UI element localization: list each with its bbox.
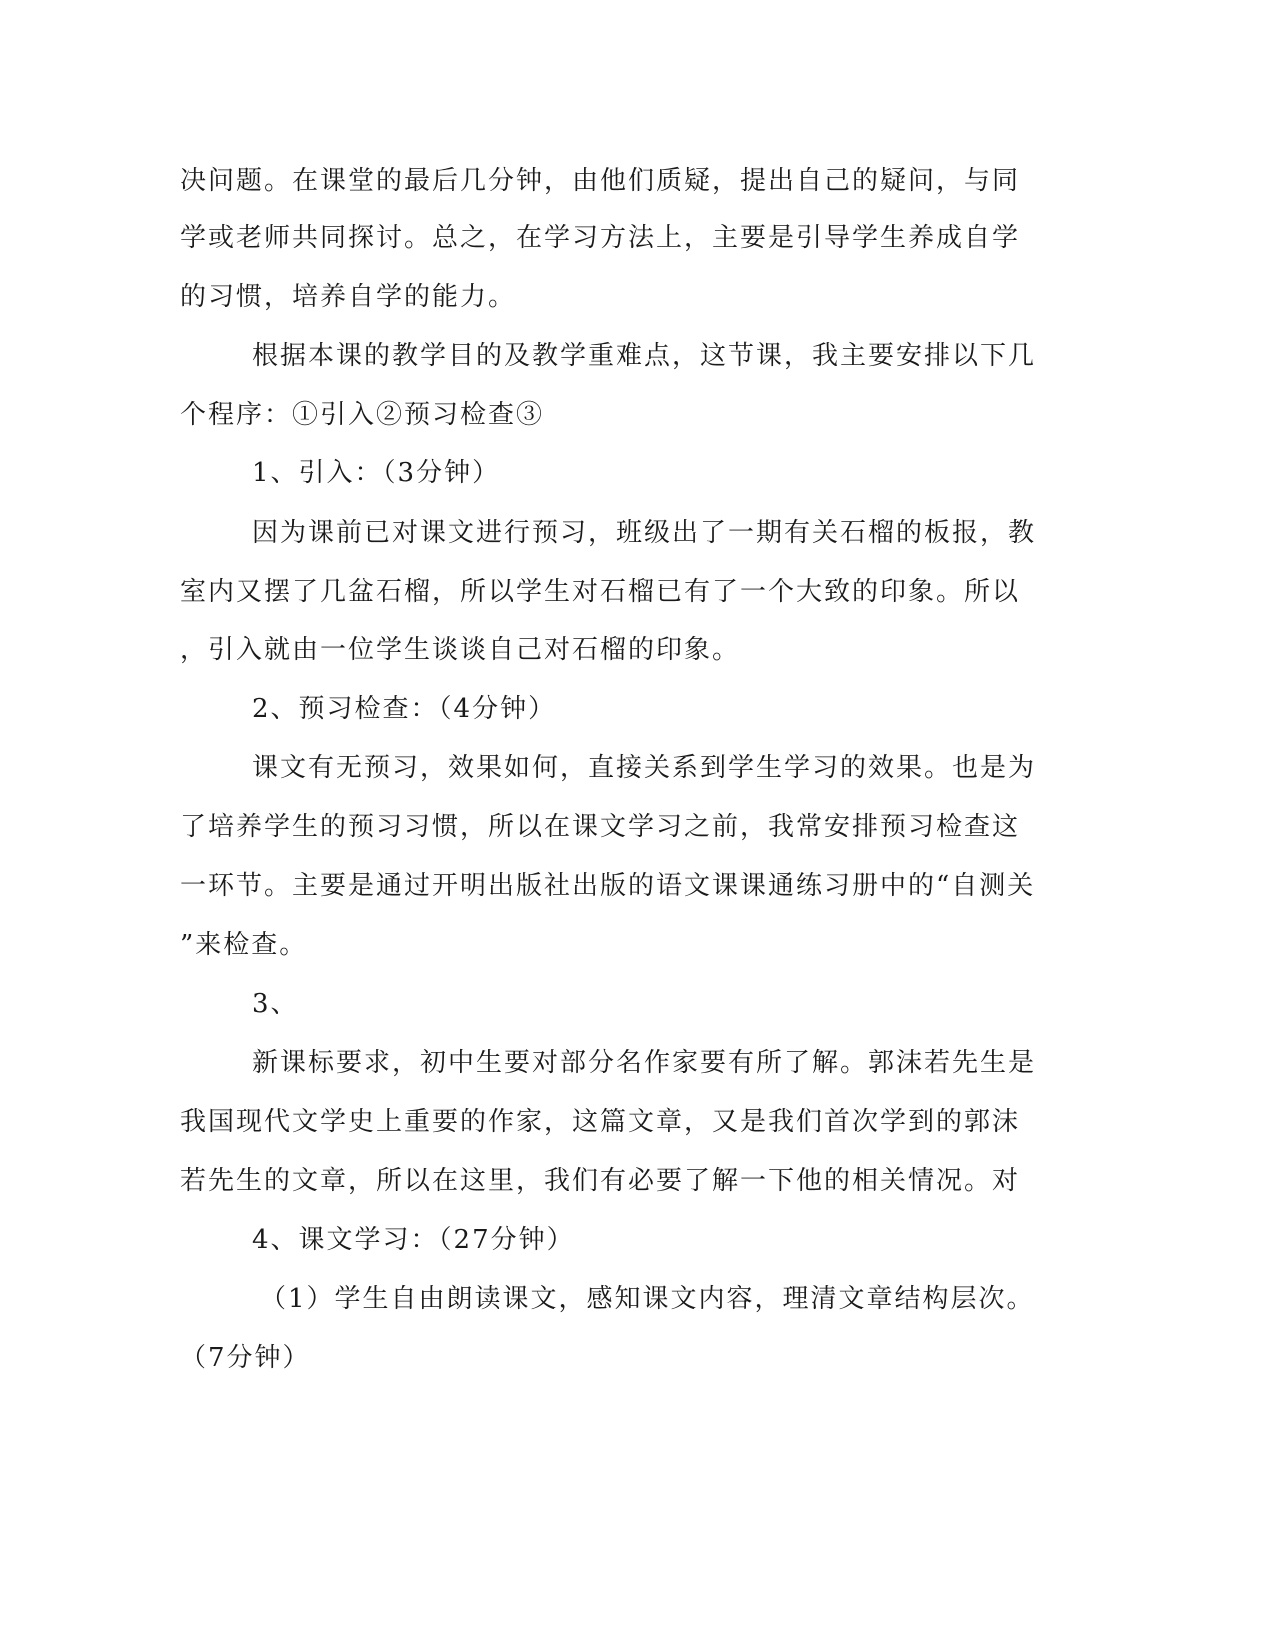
- paragraph-line: ”来检查。: [180, 930, 308, 960]
- section-heading: 2、预习检查：（4分钟）: [252, 694, 557, 724]
- paragraph-line: 因为课前已对课文进行预习，班级出了一期有关石榴的板报，教: [252, 518, 1037, 548]
- paragraph-line: 我国现代文学史上重要的作家，这篇文章，又是我们首次学到的郭沫: [180, 1107, 1021, 1137]
- paragraph-line: 根据本课的教学目的及教学重难点，这节课，我主要安排以下几: [252, 341, 1037, 371]
- paragraph-line: 学或老师共同探讨。总之，在学习方法上，主要是引导学生养成自学: [180, 223, 1021, 253]
- paragraph-line: ，引入就由一位学生谈谈自己对石榴的印象。: [180, 635, 741, 665]
- paragraph-line: 决问题。在课堂的最后几分钟，由他们质疑，提出自己的疑问，与同: [180, 166, 1021, 196]
- paragraph-line: （1）学生自由朗读课文，感知课文内容，理清文章结构层次。: [260, 1284, 1035, 1314]
- paragraph-line: 个程序：①引入②预习检查③: [180, 400, 545, 430]
- section-heading: 1、引入：（3分钟）: [252, 458, 501, 488]
- paragraph-line: 的习惯，培养自学的能力。: [180, 282, 517, 312]
- paragraph-line: 一环节。主要是通过开明出版社出版的语文课课通练习册中的“自测关: [180, 871, 1036, 901]
- paragraph-line: （7分钟）: [180, 1343, 311, 1373]
- paragraph-line: 新课标要求，初中生要对部分名作家要有所了解。郭沫若先生是: [252, 1048, 1037, 1078]
- paragraph-line: 室内又摆了几盆石榴，所以学生对石榴已有了一个大致的印象。所以: [180, 577, 1021, 607]
- section-heading: 3、: [252, 989, 299, 1019]
- paragraph-line: 了培养学生的预习习惯，所以在课文学习之前，我常安排预习检查这: [180, 812, 1021, 842]
- section-heading: 4、课文学习：（27分钟）: [252, 1225, 575, 1255]
- paragraph-line: 若先生的文章，所以在这里，我们有必要了解一下他的相关情况。对: [180, 1166, 1021, 1196]
- paragraph-line: 课文有无预习，效果如何，直接关系到学生学习的效果。也是为: [252, 753, 1037, 783]
